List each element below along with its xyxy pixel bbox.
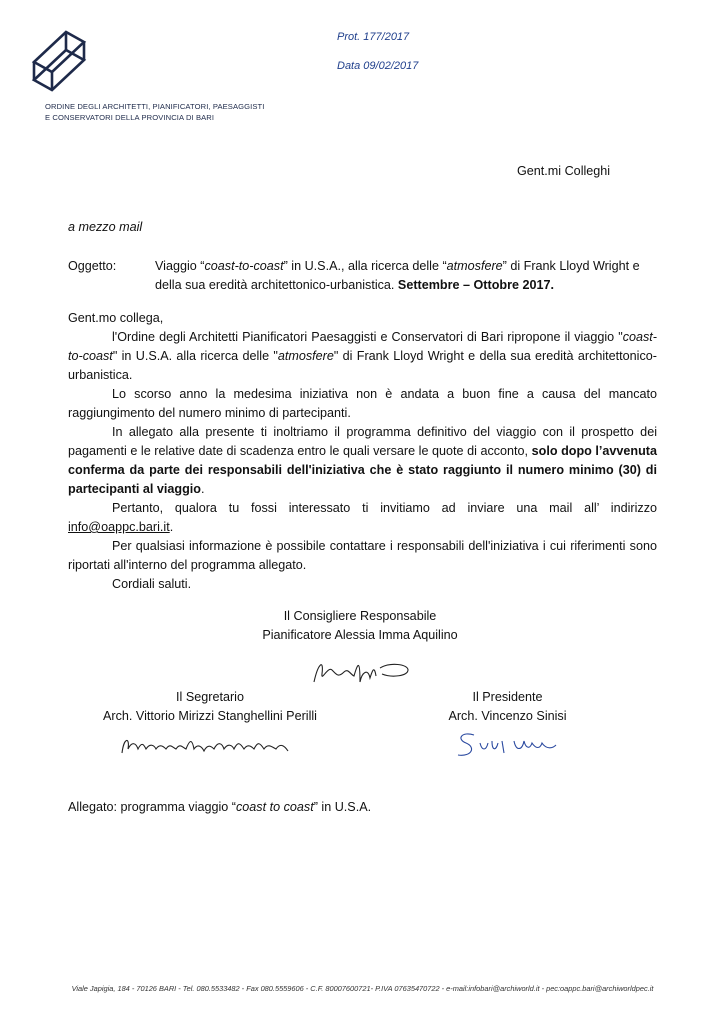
secretary-name: Arch. Vittorio Mirizzi Stanghellini Perilli — [103, 709, 317, 723]
president-name: Arch. Vincenzo Sinisi — [448, 709, 567, 723]
order-logo-icon — [30, 28, 90, 100]
recipient: Gent.mi Colleghi — [517, 164, 611, 178]
councillor-title: Il Consigliere Responsabile — [283, 609, 437, 623]
paragraph: Lo scorso anno la medesima iniziativa non è andata a buon fine a causa del mancato raggiungimento del numero minimo di partecipanti. — [68, 387, 657, 420]
attachment-note: Allegato: programma viaggio “coast to coast” in U.S.A. — [68, 800, 372, 814]
paragraph: In allegato alla presente ti inoltriamo il programma definitivo del viaggio con il prospetto dei pagamenti e le relative date di scadenza entro le quali versare le quote di acconto, solo dopo l’avvenuta conferma da parte dei responsabili dell'iniziativa che è stato raggiunto il numero minimo (30) di partecipanti al viaggio. — [68, 425, 657, 496]
document-date: Data 09/02/2017 — [337, 60, 419, 72]
president-title: Il Presidente — [472, 690, 543, 704]
subject-label: Oggetto: — [68, 259, 117, 273]
closing: Cordiali saluti. — [112, 577, 192, 591]
paragraph: Per qualsiasi informazione è possibile contattare i responsabili dell'iniziativa i cui riferimenti sono riportati all'interno del programma allegato. — [68, 539, 657, 572]
protocol-number: Prot. 177/2017 — [337, 31, 410, 43]
secretary-block — [90, 688, 330, 726]
footer-address: Viale Japigia, 184 - 70126 BARI - Tel. 080.5533482 - Fax 080.5559606 - C.F. 80007600721- P.IVA 07635470722 - e-mail:infobari@archiworld.it - pec:oappc.bari@archiworldpec.it — [71, 984, 654, 993]
greeting: Gent.mo collega, — [68, 311, 164, 325]
paragraph: Pertanto, qualora tu fossi interessato ti invitiamo ad inviare una mail all’ indirizzo info@oappc.bari.it. — [68, 501, 657, 534]
secretary-title: Il Segretario — [176, 690, 244, 704]
president-signature-icon — [452, 727, 572, 763]
councillor-signature-icon — [310, 652, 420, 692]
secretary-signature-icon — [118, 733, 293, 759]
subject-text: Viaggio “coast-to-coast” in U.S.A., alla ricerca delle “atmosfere” di Frank Lloyd Wright e della sua eredità architettonico-urbanistica. Settembre – Ottobre 2017. — [155, 259, 640, 292]
president-block — [400, 688, 615, 726]
letter-body — [68, 309, 657, 594]
paragraph: l'Ordine degli Architetti Pianificatori Paesaggisti e Conservatori di Bari ripropone il viaggio "coast-to-coast" in U.S.A. alla ricerca delle "atmosfere" di Frank Lloyd Wright e della sua eredità architettonico-urbanistica. — [68, 330, 657, 382]
councillor-block — [230, 607, 490, 645]
org-name: ORDINE DEGLI ARCHITETTI, PIANIFICATORI, PAESAGGISTI E CONSERVATORI DELLA PROVINCIA DI BARI — [45, 102, 265, 122]
email-link[interactable]: info@oappc.bari.it — [68, 520, 170, 534]
delivery-method: a mezzo mail — [68, 220, 143, 234]
councillor-name: Pianificatore Alessia Imma Aquilino — [262, 628, 458, 642]
